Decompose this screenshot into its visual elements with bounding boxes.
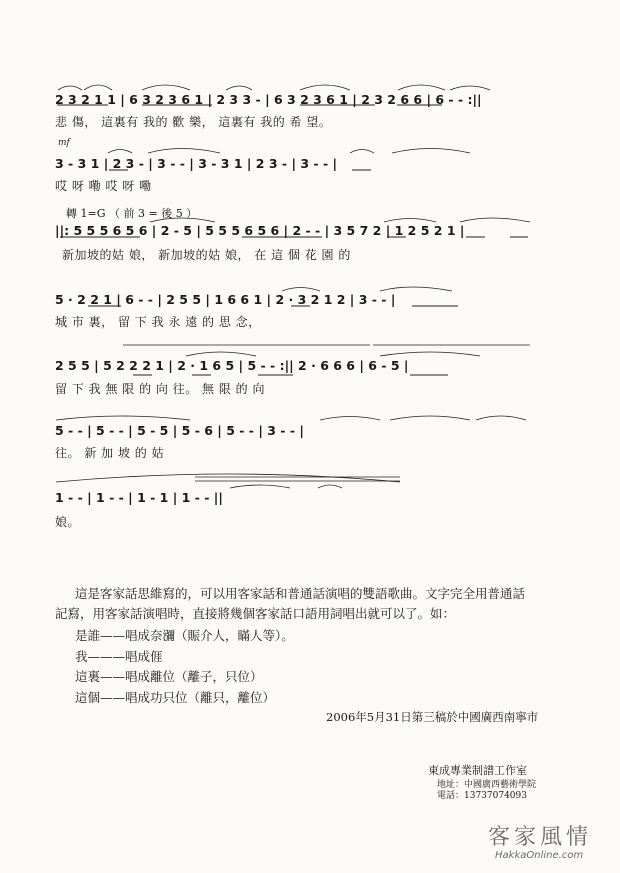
date-line: 2006年5月31日第三稿於中國廣西南寧市 <box>326 710 539 724</box>
watermark-site: HakkaOnline.com <box>495 850 584 861</box>
note-line-2: 記寫，用客家話演唱時，直接將幾個客家話口語用詞唱出就可以了。如： <box>55 606 456 621</box>
score-lyrics-row-4: 城 市 裏， 留 下 我 永 遠 的 思 念， <box>55 315 261 329</box>
note-line-3: 是誰——唱成奈瀰（賑介人，瞞人等）。 <box>75 628 294 643</box>
score-lyrics-row-5: 留 下 我 無 限 的 向 往。 無 限 的 向 <box>55 382 265 396</box>
note-line-5: 這裏——唱成離位（離子，只位） <box>75 669 263 684</box>
score-lyrics-row-3: 新加坡的姑 娘， 新加坡的姑 娘， 在 這 個 花 園 的 <box>62 248 351 262</box>
note-line-4: 我———唱成𠊎 <box>75 649 163 664</box>
studio-address: 地址：中國廣西藝術學院 <box>437 780 537 790</box>
score-lyrics-row-2: 哎 呀 嘞 哎 呀 嘞 <box>55 179 152 193</box>
watermark-logo: 客家風情 <box>488 825 593 850</box>
score-notes-row-3: ||: 5 5 5 6 5 6 | 2 - 5 | 5 5 5 6 5 6 | 2 - - | 3 5 7 2 | 1 2 5 2 1 | <box>55 223 465 238</box>
score-notes-row-7: 1 - - | 1 - - | 1 - 1 | 1 - - || <box>55 490 223 505</box>
note-line-6: 這個——唱成功只位（離只，離位） <box>75 690 276 705</box>
score-lyrics-row-7: 娘。 <box>55 515 81 529</box>
score-notes-row-1: 2 3 2 1 1 | 6 3 2 3 6 1 | 2 3 3 - | 6 3 2 3 6 1 | 2 3 2 6 6 | 6 - - :|| <box>55 92 482 107</box>
score-notes-row-2: 3 - 3 1 | 2 3 - | 3 - - | 3 - 3 1 | 2 3 - | 3 - - | <box>55 156 338 171</box>
score-lyrics-row-6: 往。 新 加 坡 的 姑 <box>55 446 165 460</box>
dynamic-mark: mf <box>58 138 70 148</box>
key-change: 轉 1=G （ 前 3 = 後 5 ） <box>66 207 198 220</box>
score-notes-row-4: 5 · 2 2 1 | 6 - - | 2 5 5 | 1 6 6 1 | 2 · 3 2 1 2 | 3 - - | <box>55 292 396 307</box>
studio-phone: 電話：13737074093 <box>437 791 527 801</box>
studio-name: 東成專業制譜工作室 <box>428 764 527 777</box>
score-notes-row-6: 5 - - | 5 - - | 5 - 5 | 5 - 6 | 5 - - | 3 - - | <box>55 423 304 438</box>
score-lyrics-row-1: 悲 傷， 這裏有 我的 歡 樂， 這裏有 我的 希 望。 <box>55 115 332 129</box>
note-line-1: 這是客家話思維寫的，可以用客家話和普通話演唱的雙語歌曲。文字完全用普通話 <box>75 586 526 601</box>
score-notes-row-5: 2 5 5 | 5 2 2 2 1 | 2 · 1 6 5 | 5 - - :|| 2 · 6 6 6 | 6 - 5 | <box>55 358 409 373</box>
